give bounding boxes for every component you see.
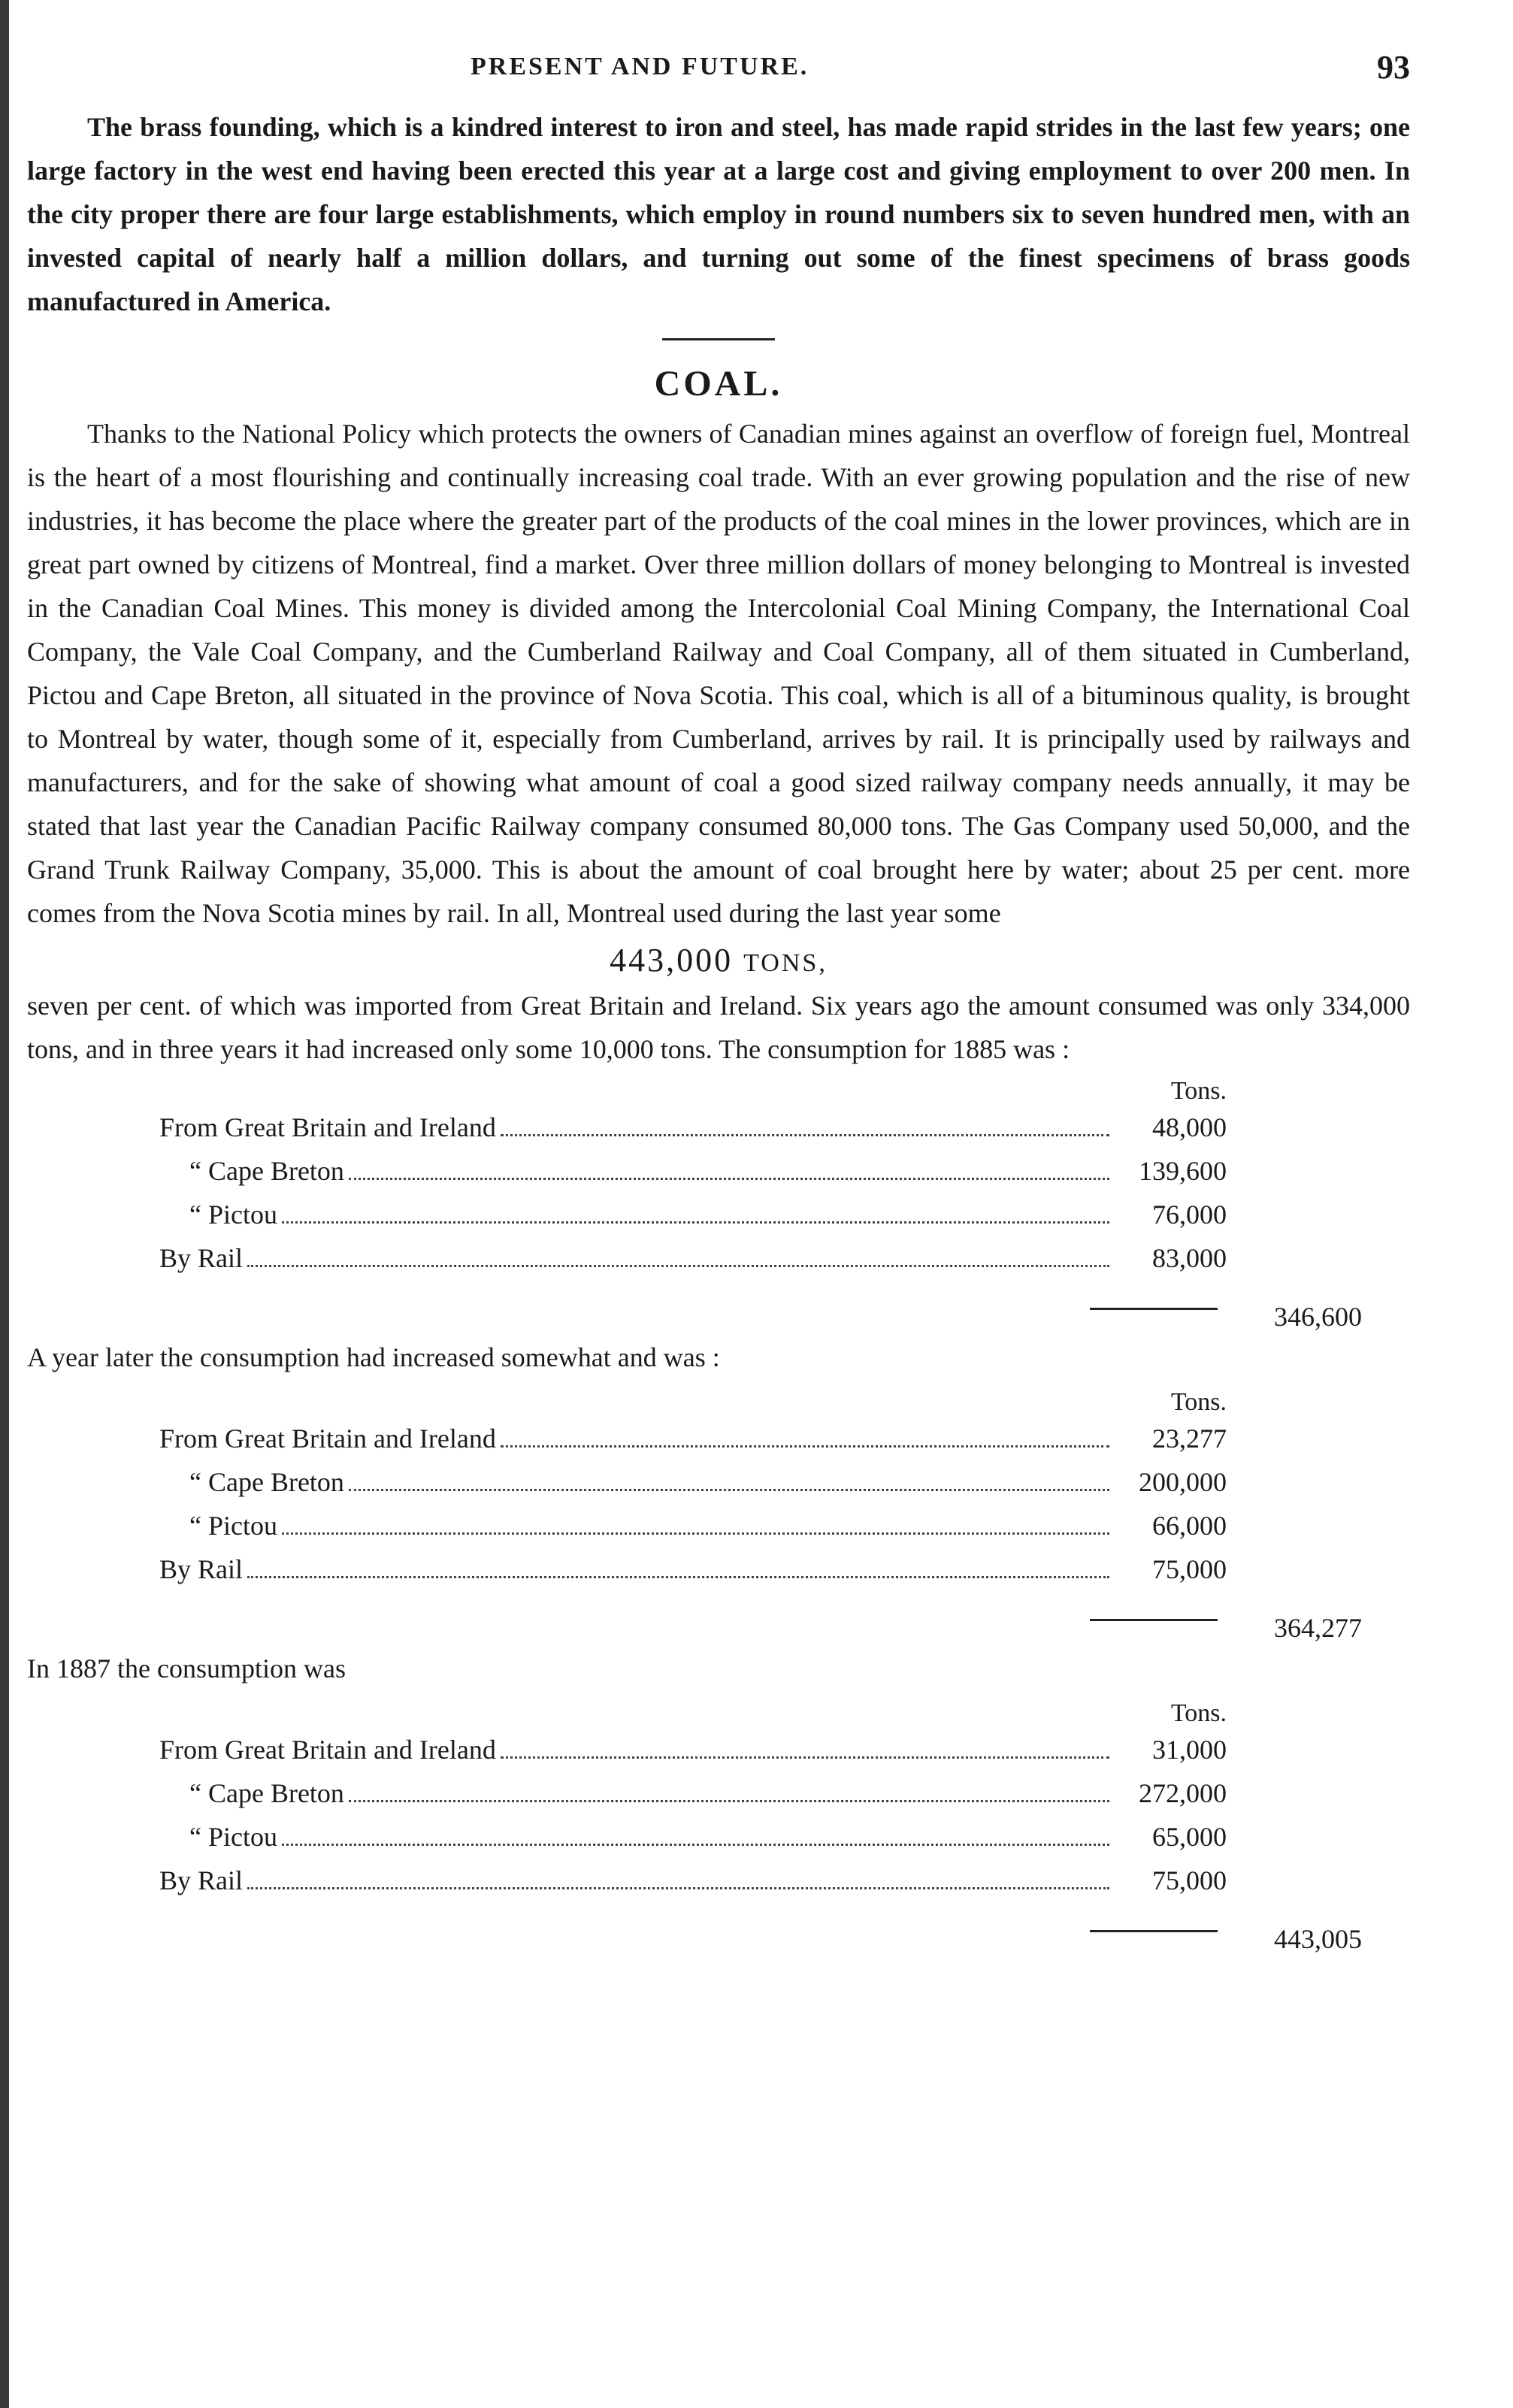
row-value: 75,000 bbox=[1152, 1865, 1227, 1895]
dot-leader bbox=[349, 1800, 1109, 1802]
row-value: 48,000 bbox=[1152, 1112, 1227, 1142]
table-row bbox=[159, 1510, 1362, 1553]
table-unit: Tons. bbox=[1170, 1388, 1227, 1416]
row-label: “ Cape Breton bbox=[189, 1156, 344, 1186]
row-label: “ Cape Breton bbox=[189, 1778, 344, 1808]
consumption-table-1885 bbox=[159, 1071, 1362, 1333]
sum-rule bbox=[1090, 1308, 1218, 1310]
page-header bbox=[27, 49, 1410, 105]
book-page bbox=[27, 49, 1410, 1955]
dot-leader bbox=[282, 1844, 1109, 1846]
tons-headline bbox=[27, 941, 1410, 979]
table-total: 443,005 bbox=[1274, 1924, 1362, 1954]
consumption-table-1886 bbox=[159, 1382, 1362, 1644]
brass-founding-paragraph: The brass founding, which is a kindred interest to iron and steel, has made rapid strides in the last few years; one large factory in the west end having been erected this year at a large cost and giving employment to over 200 men. In the city proper there are four large establishments, which employ in round numbers six to seven hundred men, with an invested capital of nearly half a million dollars, and turning out some of the finest specimens of brass goods manufactured in America. bbox=[27, 112, 1410, 316]
row-value: 200,000 bbox=[1139, 1467, 1227, 1497]
tons-headline-unit: TONS, bbox=[743, 949, 828, 977]
section-divider bbox=[662, 338, 775, 340]
row-value: 139,600 bbox=[1139, 1156, 1227, 1186]
dot-leader bbox=[282, 1221, 1109, 1224]
table-intro-1887: In 1887 the consumption was bbox=[27, 1653, 346, 1683]
row-value: 272,000 bbox=[1139, 1778, 1227, 1808]
dot-leader bbox=[501, 1445, 1109, 1448]
row-value: 23,277 bbox=[1152, 1423, 1227, 1454]
table-total-row bbox=[159, 1597, 1362, 1644]
table-total-row bbox=[159, 1286, 1362, 1333]
row-label: By Rail bbox=[159, 1554, 244, 1584]
sum-rule bbox=[1090, 1930, 1218, 1932]
row-value: 83,000 bbox=[1152, 1243, 1227, 1273]
table-row bbox=[159, 1199, 1362, 1242]
page-number: 93 bbox=[1377, 49, 1410, 86]
row-value: 76,000 bbox=[1152, 1199, 1227, 1230]
sum-rule bbox=[1090, 1619, 1218, 1621]
table-row bbox=[159, 1821, 1362, 1865]
table-unit: Tons. bbox=[1170, 1077, 1227, 1105]
dot-leader bbox=[247, 1265, 1109, 1267]
dot-leader bbox=[349, 1489, 1109, 1491]
table-intro-1886: A year later the consumption had increased somewhat and was : bbox=[27, 1342, 720, 1372]
coal-continuation-paragraph: seven per cent. of which was imported from Great Britain and Ireland. Six years ago the amount consumed was only 334,000 tons, and in three years it had increased only some 10,000 tons. The consumption for 1885 was : bbox=[27, 991, 1410, 1064]
row-label: From Great Britain and Ireland bbox=[159, 1423, 496, 1454]
page-edge-shadow bbox=[0, 0, 9, 2408]
table-row bbox=[159, 1865, 1362, 1908]
running-head: PRESENT AND FUTURE. bbox=[471, 53, 809, 80]
dot-leader bbox=[247, 1576, 1109, 1578]
row-label: From Great Britain and Ireland bbox=[159, 1112, 496, 1142]
table-row bbox=[159, 1112, 1362, 1155]
table-row bbox=[159, 1423, 1362, 1466]
row-label: “ Pictou bbox=[189, 1822, 277, 1852]
table-total: 346,600 bbox=[1274, 1302, 1362, 1332]
row-value: 65,000 bbox=[1152, 1822, 1227, 1852]
table-row bbox=[159, 1553, 1362, 1597]
row-label: By Rail bbox=[159, 1243, 244, 1273]
table-row bbox=[159, 1734, 1362, 1777]
table-row bbox=[159, 1466, 1362, 1510]
table-unit: Tons. bbox=[1170, 1699, 1227, 1727]
consumption-table-1887 bbox=[159, 1693, 1362, 1955]
row-label: “ Pictou bbox=[189, 1511, 277, 1541]
dot-leader bbox=[247, 1887, 1109, 1889]
table-row bbox=[159, 1155, 1362, 1199]
table-row bbox=[159, 1777, 1362, 1821]
dot-leader bbox=[501, 1134, 1109, 1136]
dot-leader bbox=[501, 1756, 1109, 1759]
tons-headline-number: 443,000 bbox=[610, 942, 734, 979]
row-value: 66,000 bbox=[1152, 1511, 1227, 1541]
row-label: From Great Britain and Ireland bbox=[159, 1735, 496, 1765]
dot-leader bbox=[349, 1178, 1109, 1180]
table-total-row bbox=[159, 1908, 1362, 1955]
table-total: 364,277 bbox=[1274, 1613, 1362, 1643]
coal-paragraph: Thanks to the National Policy which protects the owners of Canadian mines against an overflow of foreign fuel, Montreal is the heart of a most flourishing and continually increasing coal trade. With an ever growing population and the rise of new industries, it has become the place where the greater part of the products of the coal mines in the lower provinces, which are in great part owned by citizens of Montreal, find a market. Over three million dollars of money belonging to Montreal is invested in the Canadian Coal Mines. This money is divided among the Intercolonial Coal Mining Company, the International Coal Company, the Vale Coal Company, and the Cumberland Railway and Coal Company, all of them situated in Cumberland, Pictou and Cape Breton, all situated in the province of Nova Scotia. This coal, which is all of a bituminous quality, is brought to Montreal by water, though some of it, especially from Cumberland, arrives by rail. It is principally used by railways and manufacturers, and for the sake of showing what amount of coal a good sized railway company needs annually, it may be stated that last year the Canadian Pacific Railway company consumed 80,000 tons. The Gas Company used 50,000, and the Grand Trunk Railway Company, 35,000. This is about the amount of coal brought here by water; about 25 per cent. more comes from the Nova Scotia mines by rail. In all, Montreal used during the last year some bbox=[27, 419, 1410, 928]
dot-leader bbox=[282, 1532, 1109, 1535]
row-label: “ Cape Breton bbox=[189, 1467, 344, 1497]
table-row bbox=[159, 1242, 1362, 1286]
row-value: 75,000 bbox=[1152, 1554, 1227, 1584]
row-value: 31,000 bbox=[1152, 1735, 1227, 1765]
row-label: “ Pictou bbox=[189, 1199, 277, 1230]
row-label: By Rail bbox=[159, 1865, 244, 1895]
section-title-coal: COAL. bbox=[654, 364, 783, 404]
